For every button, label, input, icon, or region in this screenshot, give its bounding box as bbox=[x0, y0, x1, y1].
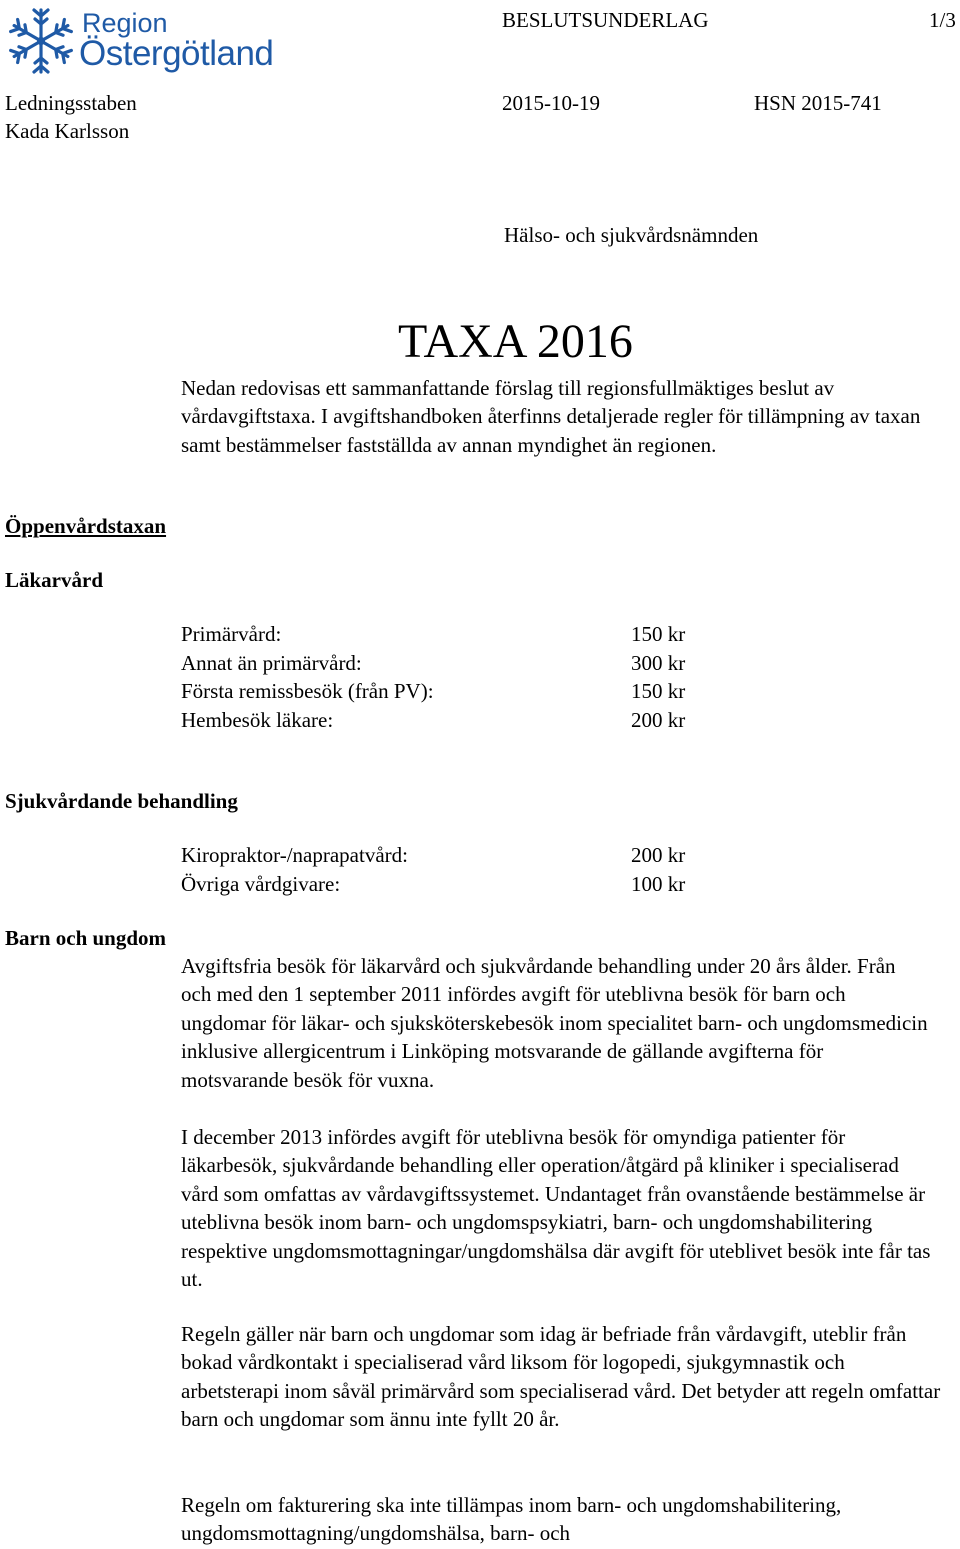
fee-value: 150 kr bbox=[631, 622, 686, 646]
fee-label: Hembesök läkare: bbox=[181, 707, 334, 732]
fee-value: 100 kr bbox=[631, 871, 686, 896]
children-paragraph-3: Regeln gäller när barn och ungdomar som idag är befriade från vårdavgift, uteblir från bokad vårdkontakt i specialiserad vård liksom för logopedi, sjukgymnastik och arbetsterapi inom såväl primärvård som specialiserad vård. Det betyder att regeln omfattar barn och ungdomar som ännu inte fyllt 20 år. bbox=[181, 1322, 941, 1432]
intro-paragraph: Nedan redovisas ett sammanfattande förslag till regionsfullmäktiges beslut av vårdavgiftstaxa. I avgiftshandboken återfinns detaljerade regler för tillämpning av taxan samt bestämmelser fastställda av annan myndighet än regionen. bbox=[181, 376, 921, 457]
logo-wordmark-line2: Östergötland bbox=[79, 34, 274, 73]
children-paragraph-4: Regeln om fakturering ska inte tillämpas inom barn- och ungdomshabilitering, ungdomsmottagning/ungdomshälsa, barn- och bbox=[181, 1493, 842, 1546]
recipient: Hälso- och sjukvårdsnämnden bbox=[504, 223, 759, 247]
region-flower-logo-icon bbox=[4, 4, 78, 78]
children-paragraph-2: I december 2013 infördes avgift för uteblivna besök för omyndiga patienter för läkarbesök, sjukvårdande behandling eller operation/åtgärd på kliniker i specialiserad vård som omfattas av vårdavgiftssystemet. Undantaget från ovanstående bestämmelse är uteblivna besök inom barn- och ungdomspsykiatri, barn- och ungdomshabilitering respektive ungdomsmottagningar/ungdomshälsa där avgift för uteblivet besök inte får tas ut. bbox=[181, 1125, 931, 1292]
document-date: 2015-10-19 bbox=[502, 91, 600, 115]
section-heading-physician-care: Läkarvård bbox=[5, 568, 104, 592]
fee-row bbox=[181, 870, 701, 899]
fee-row bbox=[181, 841, 701, 870]
department: Ledningsstaben bbox=[5, 91, 137, 115]
fee-value: 200 kr bbox=[631, 707, 686, 732]
fee-value: 300 kr bbox=[631, 650, 686, 675]
section-heading-outpatient: Öppenvårdstaxan bbox=[5, 514, 167, 538]
document-type: BESLUTSUNDERLAG bbox=[502, 8, 709, 32]
logo-wordmark-line1: Region bbox=[82, 8, 168, 38]
author: Kada Karlsson bbox=[5, 119, 130, 143]
page-number: 1/3 bbox=[929, 8, 956, 32]
fee-value: 200 kr bbox=[631, 843, 686, 867]
fee-row bbox=[181, 620, 701, 649]
section-heading-treatment: Sjukvårdande behandling bbox=[5, 789, 238, 813]
page-title: TAXA 2016 bbox=[398, 315, 633, 368]
fee-row bbox=[181, 649, 701, 678]
fee-row bbox=[181, 706, 701, 735]
section-heading-children: Barn och ungdom bbox=[5, 926, 167, 950]
reference-number: HSN 2015-741 bbox=[754, 91, 882, 115]
fee-label: Kiropraktor-/naprapatvård: bbox=[181, 843, 408, 867]
children-paragraph-1: Avgiftsfria besök för läkarvård och sjukvårdande behandling under 20 års ålder. Från och med den 1 september 2011 infördes avgift för uteblivna besök för barn och ungdomar för läkar- och sjuksköterskebesök inom specialitet barn- och ungdomsmedicin inklusive allergicentrum i Linköping motsvarande de gällande avgifterna för motsvarande besök för vuxna. bbox=[181, 954, 928, 1092]
fee-value: 150 kr bbox=[631, 679, 686, 703]
fee-label: Primärvård: bbox=[181, 622, 282, 646]
fee-label: Första remissbesök (från PV): bbox=[181, 679, 434, 703]
fee-label: Annat än primärvård: bbox=[181, 650, 362, 675]
fee-label: Övriga vårdgivare: bbox=[181, 871, 341, 896]
fee-row bbox=[181, 677, 701, 706]
